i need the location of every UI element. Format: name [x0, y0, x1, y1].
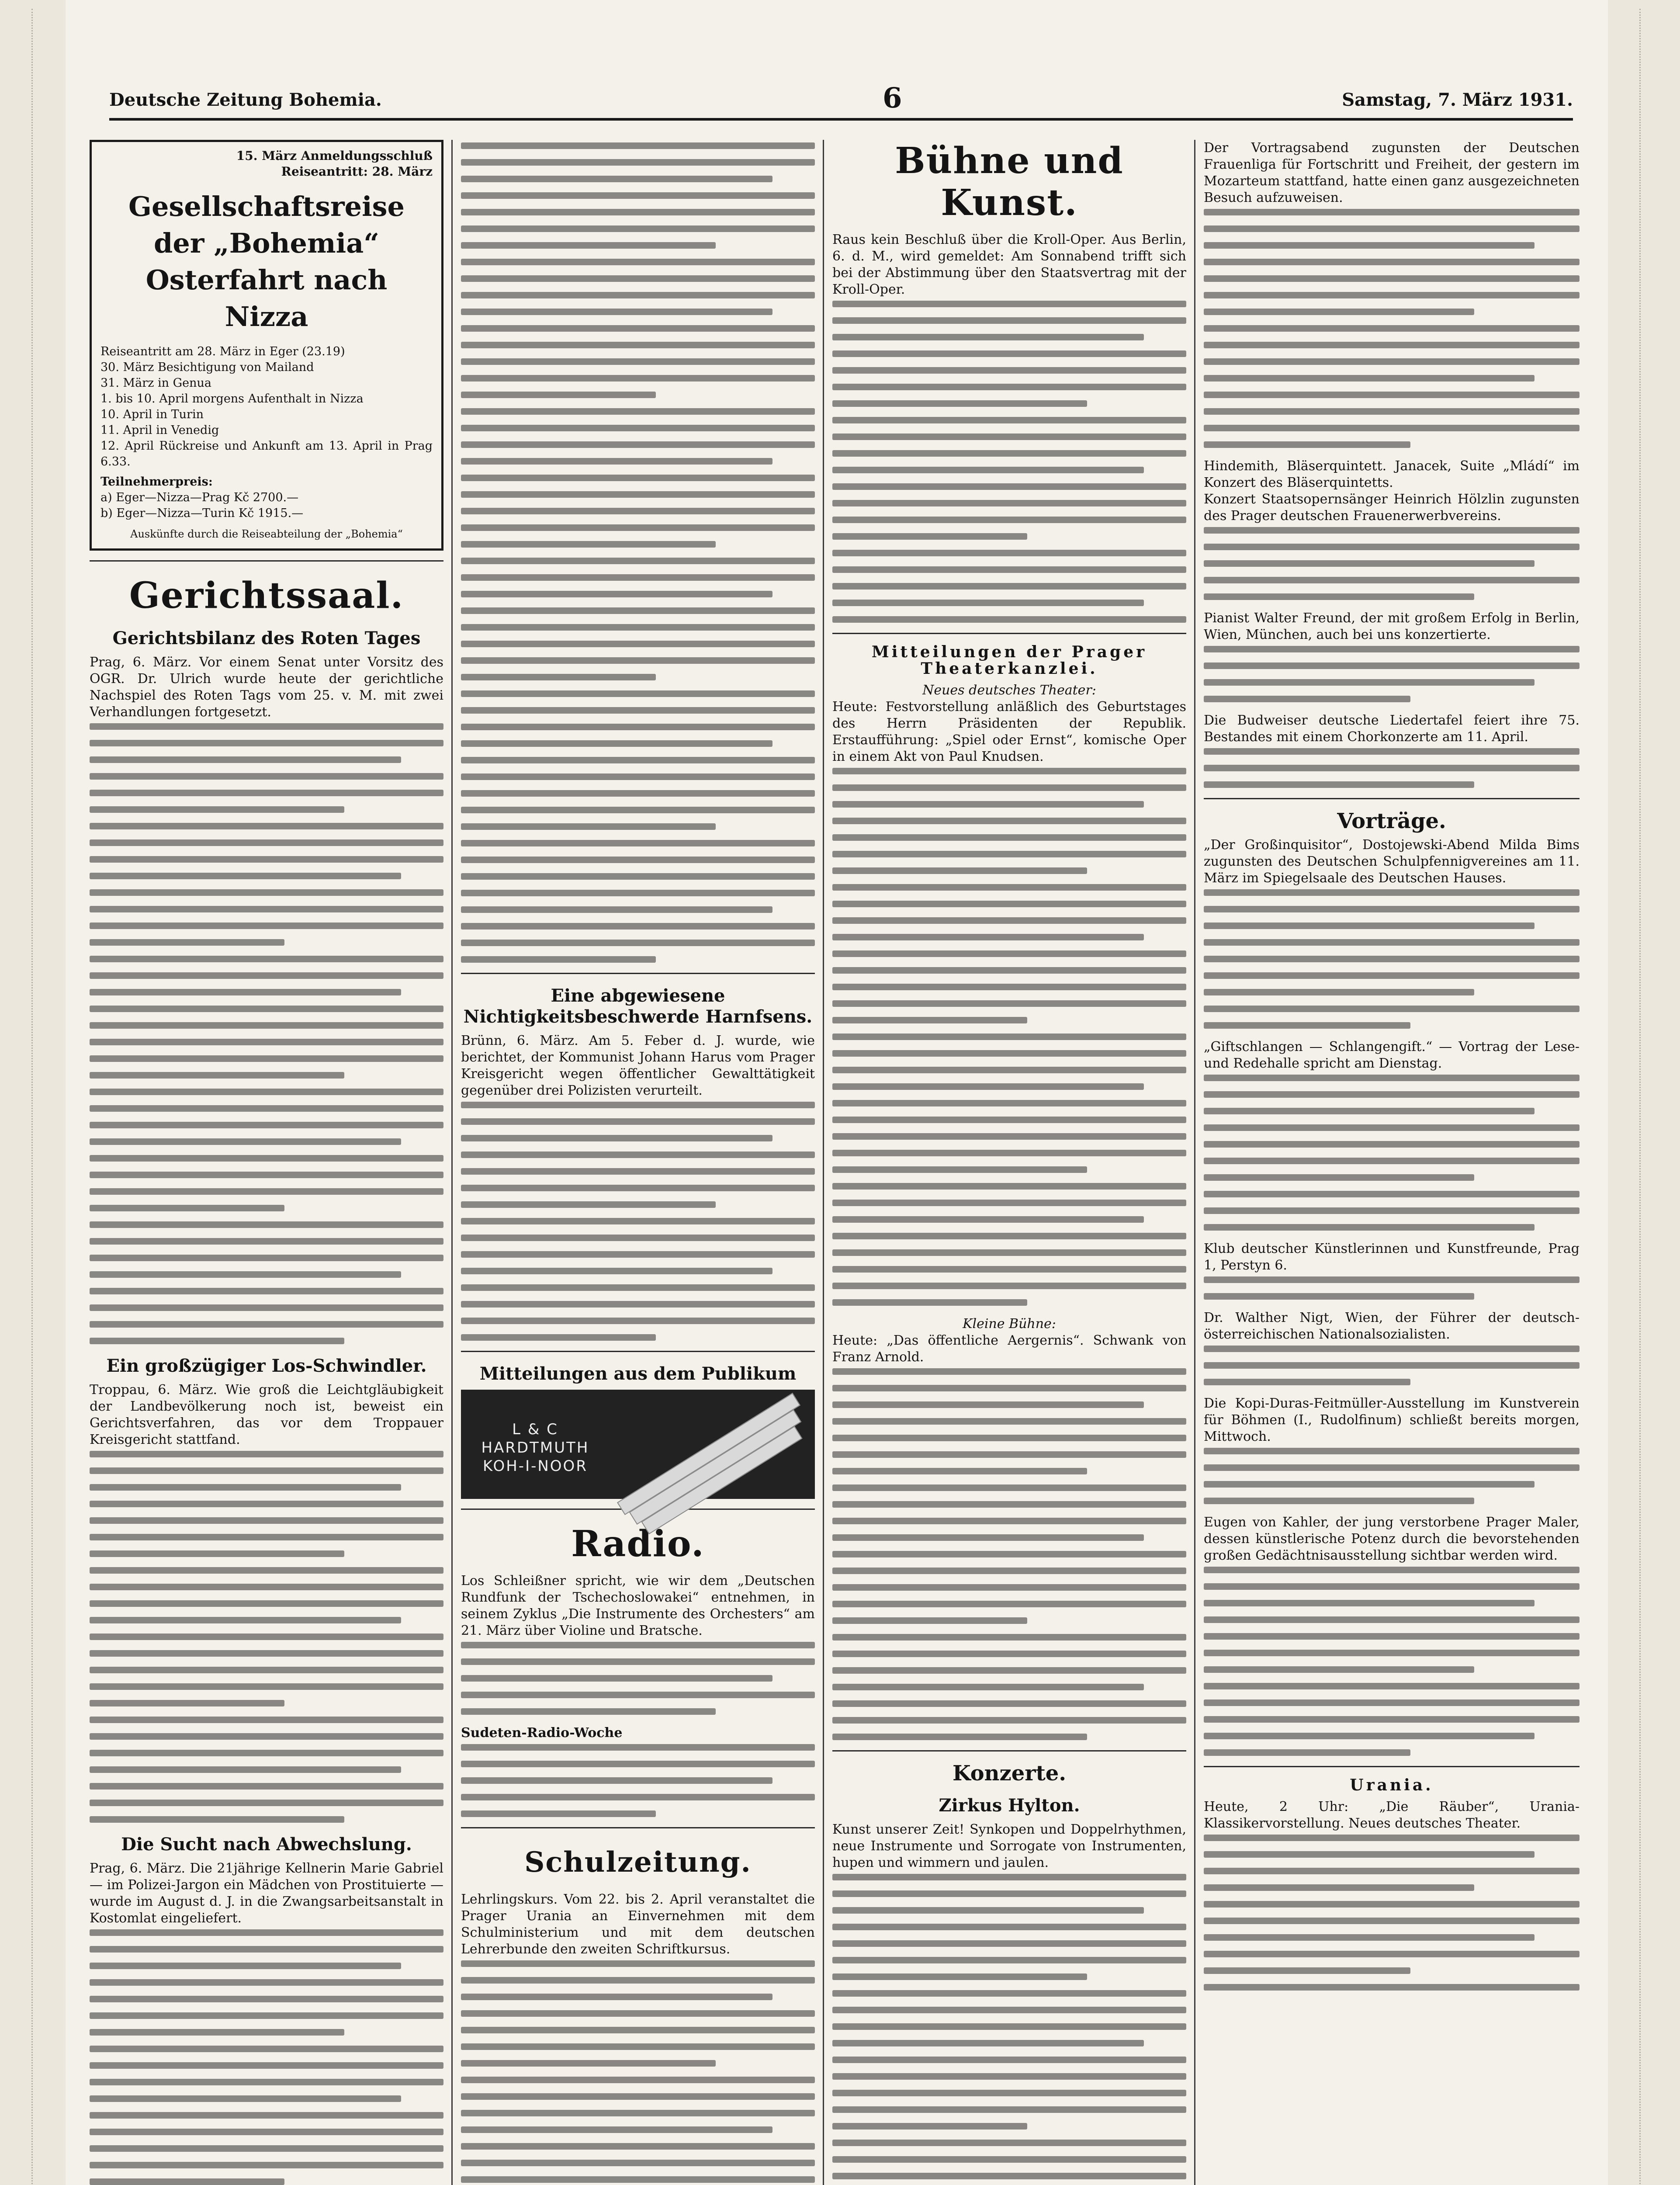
ad-footer: Auskünfte durch die Reiseabteilung der „Bohemia“ — [130, 528, 403, 540]
article-headline: Eine abgewiesene Nichtigkeitsbeschwerde Harnfsens. — [463, 985, 813, 1027]
text-block — [1204, 209, 1580, 448]
issue-date: Samstag, 7. März 1931. — [1342, 90, 1573, 110]
text-block — [832, 768, 1186, 1306]
text-block — [832, 301, 1186, 623]
text-block — [1204, 1346, 1580, 1385]
text-block — [1204, 748, 1580, 788]
text-block — [1204, 646, 1580, 702]
text-block — [1204, 1448, 1580, 1504]
divider — [461, 1351, 815, 1352]
article-text: Heute: „Das öffentliche Aergernis“. Schwank von Franz Arnold. — [832, 1333, 1186, 1365]
article-text: Der Vortragsabend zugunsten der Deutschen Frauenliga für Fortschritt und Freiheit, der gestern im Mozarteum stattfand, hatte einen ganz ausgezeichneten Besuch aufzuweisen. — [1204, 140, 1580, 205]
article-text: Klub deutscher Künstlerinnen und Kunstfreunde, Prag 1, Perstyn 6. — [1204, 1241, 1580, 1273]
article-text: Die Kopi-Duras-Feitmüller-Ausstellung im Kunstverein für Böhmen (I., Rudolfinum) schließt bereits morgen, Mittwoch. — [1204, 1396, 1580, 1444]
article-text: Kunst unserer Zeit! Synkopen und Doppelrhythmen, neue Instrumente und Sorrogate von Instrumenten, hupen und wimmern und jaulen. — [832, 1822, 1186, 1870]
section-title: Bühne und Kunst. — [895, 140, 1124, 224]
ad-deadline: 15. März Anmeldungsschluß — [236, 149, 433, 163]
text-block — [1204, 527, 1580, 600]
divider — [90, 560, 443, 562]
text-block — [90, 1451, 443, 1823]
article-text: Raus kein Beschluß über die Kroll-Oper. Aus Berlin, 6. d. M., wird gemeldet: Am Sonnabend trifft sich bei der Abstimmung über den Staatsvertrag mit der Kroll-Oper. — [832, 232, 1186, 297]
text-block — [1204, 1276, 1580, 1300]
divider — [1204, 798, 1580, 799]
text-block — [90, 723, 443, 1344]
article-text: „Giftschlangen — Schlangengift.“ — Vortrag der Lese- und Redehalle spricht am Dienstag. — [1204, 1039, 1580, 1071]
article-text: „Der Großinquisitor“, Dostojewski-Abend Milda Bims zugunsten des Deutschen Schulpfennigvereines am 11. März im Spiegelsaale des Deutschen Hauses. — [1204, 837, 1580, 886]
page-number: 6 — [883, 82, 902, 114]
ad-price: a) Eger—Nizza—Prag Kč 2700.— — [100, 491, 299, 504]
text-block — [832, 1368, 1186, 1740]
ad-title: Gesellschaftsreise der „Bohemia“ Osterfahrt nach Nizza — [128, 191, 405, 333]
article-text: Brünn, 6. März. Am 5. Feber d. J. wurde, wie berichtet, der Kommunist Johann Harus vom Prager Kreisgericht wegen öffentlicher Gewalttätigkeit gegenüber drei Polizisten verurteilt. — [461, 1033, 815, 1098]
divider — [832, 633, 1186, 634]
column-1 — [90, 140, 443, 2185]
text-block — [461, 1744, 815, 1817]
article-text: Eugen von Kahler, der jung verstorbene Prager Maler, dessen künstlerische Potenz durch die bevorstehenden großen Gedächtnisausstellung sichtbar werden wird. — [1204, 1515, 1580, 1563]
article-text: Troppau, 6. März. Wie groß die Leichtgläubigkeit der Landbevölkerung noch ist, beweist ein Gerichtsverfahren, das vor dem Troppauer Kreisgericht stattfand. — [90, 1382, 443, 1447]
advert-brand: L & C HARDTMUTH KOH-I-NOOR — [481, 1421, 589, 1475]
text-block — [1204, 1567, 1580, 1756]
divider — [461, 973, 815, 974]
ad-price-label: Teilnehmerpreis: — [100, 475, 213, 489]
page-header — [109, 83, 1573, 121]
text-block — [90, 1929, 443, 2185]
text-block — [461, 142, 815, 963]
section-title: Konzerte. — [952, 1761, 1067, 1786]
article-text: Prag, 6. März. Die 21jährige Kellnerin Marie Gabriel — im Polizei-Jargon ein Mädchen von Prostituierte — wurde im August d. J. in die Zwangsarbeitsanstalt in Kostomlat eingeliefert. — [90, 1861, 443, 1926]
text-block — [1204, 889, 1580, 1029]
article-text: Heute, 2 Uhr: „Die Räuber“, Urania-Klassikervorstellung. Neues deutsches Theater. — [1204, 1799, 1580, 1831]
article-text: Pianist Walter Freund, der mit großem Erfolg in Berlin, Wien, München, auch bei uns konzertierte. — [1204, 610, 1580, 642]
ad-itinerary-item: 1. bis 10. April morgens Aufenthalt in Nizza — [100, 392, 364, 406]
article-headline: Sudeten-Radio-Woche — [461, 1725, 623, 1741]
article-headline: Gerichtsbilanz des Roten Tages — [112, 628, 421, 649]
column-4 — [1204, 140, 1580, 2185]
section-title: Gerichtssaal. — [129, 575, 404, 617]
text-block — [832, 1874, 1186, 2185]
section-title: Urania. — [1350, 1776, 1434, 1794]
ad-itinerary-item: 31. März in Genua — [100, 376, 212, 390]
divider — [832, 1750, 1186, 1751]
column-3 — [832, 140, 1186, 2185]
article-subhead: Kleine Bühne: — [963, 1316, 1056, 1332]
column-divider — [1194, 140, 1195, 2185]
text-block — [1204, 1075, 1580, 1231]
article-text: Prag, 6. März. Vor einem Senat unter Vorsitz des OGR. Dr. Ulrich wurde heute der gerichtliche Nachspiel des Roten Tags vom 25. v. M. mit zwei Verhandlungen fortgesetzt. — [90, 655, 443, 720]
section-title: Vorträge. — [1337, 809, 1446, 833]
article-headline: Ein großzügiger Los-Schwindler. — [106, 1356, 427, 1376]
pencil-advert — [461, 1390, 815, 1499]
masthead: Deutsche Zeitung Bohemia. — [109, 90, 382, 110]
article-text: Konzert Staatsopernsänger Heinrich Hölzlin zugunsten des Prager deutschen Frauenerwerbvereins. — [1204, 492, 1580, 524]
text-block — [461, 1642, 815, 1715]
article-text: Heute: Festvorstellung anläßlich des Geburtstages des Herrn Präsidenten der Republik. Erstaufführung: „Spiel oder Ernst“, komische Oper in einem Akt von Paul Knudsen. — [832, 699, 1186, 764]
text-block — [461, 1102, 815, 1341]
ad-departure: Reiseantritt: 28. März — [281, 164, 433, 179]
article-text: Hindemith, Bläserquintett. Janacek, Suite „Mládí“ im Konzert des Bläserquintetts. — [1204, 458, 1580, 490]
article-text: Lehrlingskurs. Vom 22. bis 2. April veranstaltet die Prager Urania an Einvernehmen mit dem Schulministerium und mit dem deutschen Lehrerbunde den zweiten Schriftkursus. — [461, 1892, 815, 1957]
article-headline: Die Sucht nach Abwechslung. — [121, 1834, 412, 1855]
column-2 — [461, 140, 815, 2185]
left-margin — [0, 0, 66, 2185]
article-subhead: Neues deutsches Theater: — [922, 683, 1096, 698]
section-title: Schulzeitung. — [524, 1846, 752, 1879]
article-headline: Zirkus Hylton. — [939, 1795, 1080, 1816]
section-title: Radio. — [571, 1523, 705, 1565]
column-divider — [451, 140, 453, 2185]
article-text: Die Budweiser deutsche Liedertafel feiert ihre 75. Bestandes mit einem Chorkonzerte am 11. April. — [1204, 713, 1580, 745]
text-block — [461, 1960, 815, 2185]
section-title: Mitteilungen aus dem Publikum — [479, 1363, 797, 1384]
ad-itinerary-item: 12. April Rückreise und Ankunft am 13. April in Prag 6.33. — [100, 439, 433, 468]
ad-itinerary-item: Reiseantritt am 28. März in Eger (23.19) — [100, 345, 345, 358]
divider — [461, 1827, 815, 1828]
newspaper-page — [66, 0, 1608, 2185]
article-text: Dr. Walther Nigt, Wien, der Führer der deutsch-österreichischen Nationalsozialisten. — [1204, 1310, 1580, 1342]
ad-itinerary-item: 11. April in Venedig — [100, 423, 219, 437]
article-text: Los Schleißner spricht, wie wir dem „Deutschen Rundfunk der Tschechoslowakei“ entnehmen, in seinem Zyklus „Die Instrumente des Orchesters“ am 21. März über Violine und Bratsche. — [461, 1573, 815, 1638]
column-divider — [823, 140, 824, 2185]
ad-itinerary-item: 10. April in Turin — [100, 408, 204, 421]
right-margin — [1608, 0, 1680, 2185]
ad-price: b) Eger—Nizza—Turin Kč 1915.— — [100, 506, 304, 520]
text-block — [1204, 1835, 1580, 1991]
ad-itinerary-item: 30. März Besichtigung von Mailand — [100, 361, 314, 374]
divider — [1204, 1766, 1580, 1767]
travel-advert — [90, 140, 443, 551]
article-headline: Mitteilungen der Prager Theaterkanzlei. — [871, 643, 1147, 678]
